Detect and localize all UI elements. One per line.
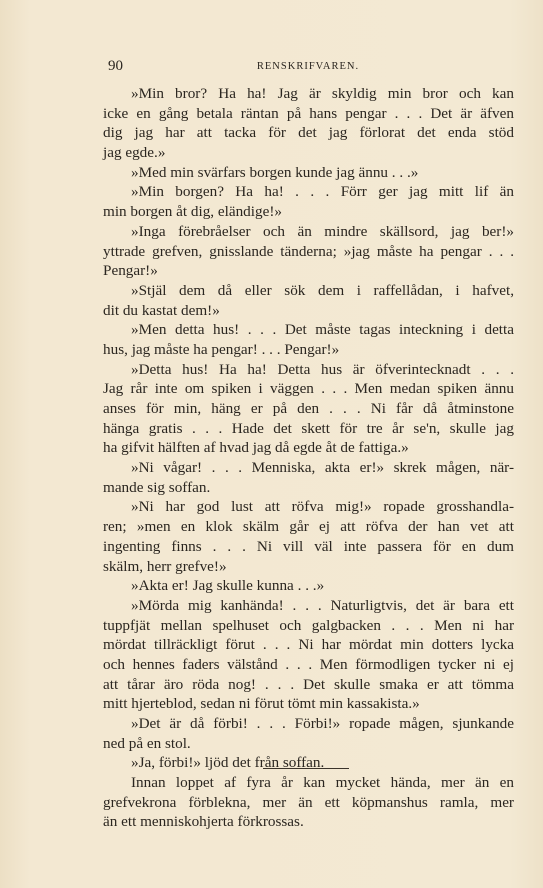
text-line: »Det är då förbi! . . . Förbi!» ropade mågen, sjunkande xyxy=(131,715,514,732)
running-title: RENSKRIFVAREN. xyxy=(256,61,360,72)
text-line: »Inga förebråelser och än mindre skällsord, jag ber!» xyxy=(131,222,514,240)
text-line: skälm, herr grefve!» xyxy=(103,557,227,575)
text-line: icke en gång betala räntan på hans pengar . . . Det är äfven xyxy=(103,104,514,122)
text-line: »Ni vågar! . . . Menniska, akta er!» skrek mågen, när- xyxy=(131,459,514,477)
text-line: jag egde.» xyxy=(103,144,166,162)
text-line: mande sig soffan. xyxy=(103,478,211,496)
text-line: att tårar äro röda nog! . . . Det skulle smaka er att tömma xyxy=(103,675,514,693)
text-line: och hennes faders välstånd . . . Men förmodligen tycker ni ej xyxy=(103,655,514,673)
text-line: »Detta hus! Ha ha! Detta hus är öfverintecknadt . . . xyxy=(131,360,514,378)
page-header xyxy=(108,58,508,78)
text-line: »Min borgen? Ha ha! . . . Förr ger jag mitt lif än xyxy=(131,183,514,201)
text-line: dig jag har att tacka för det jag förlorat det enda stöd xyxy=(103,124,514,142)
section-end-rule xyxy=(263,768,349,769)
text-line: tuppfjät mellan spelhuset och galgbacken . . . Men ni har xyxy=(103,616,514,634)
text-line: grefvekrona förblekna, mer än ett köpmanshus ramla, mer xyxy=(103,793,514,811)
text-line: »Stjäl dem då eller sök dem i raffellådan, i hafvet, xyxy=(131,281,514,299)
text-line: »Akta er! Jag skulle kunna . . .» xyxy=(131,577,325,595)
text-line: »Ni har god lust att röfva mig!» ropade grosshandla- xyxy=(131,498,514,516)
text-line: »Ja, förbi!» ljöd det från soffan. xyxy=(131,754,325,772)
text-line: »Men detta hus! . . . Det måste tagas inteckning i detta xyxy=(131,321,514,339)
text-line: Pengar!» xyxy=(103,262,158,280)
text-line: Jag rår inte om spiken i väggen . . . Men medan spiken ännu xyxy=(103,380,514,398)
text-line: hänga gratis . . . Hade det skett för tre år se'n, skulle jag xyxy=(103,419,514,437)
text-line: dit du kastat dem!» xyxy=(103,301,220,319)
text-line: »Min bror? Ha ha! Jag är skyldig min bror och kan xyxy=(131,85,514,102)
text-line: ned på en stol. xyxy=(103,734,191,752)
text-line: ingenting finns . . . Ni vill väl inte passera för en dum xyxy=(103,537,514,555)
text-line: Innan loppet af fyra år kan mycket hända, mer än en xyxy=(131,774,514,792)
text-line: hus, jag måste ha pengar! . . . Pengar!» xyxy=(103,340,340,358)
text-line: min borgen åt dig, eländige!» xyxy=(103,203,282,221)
text-line: mördat tillräckligt förut . . . Ni har mördat min dotters lycka xyxy=(103,636,514,654)
text-line: mitt hjerteblod, sedan ni förut tömt min kassakista.» xyxy=(103,695,420,713)
text-line: »Med min svärfars borgen kunde jag ännu . . .» xyxy=(131,163,419,181)
page-number: 90 xyxy=(108,58,123,74)
text-line: ren; »men en klok skälm går ej att röfva der han vet att xyxy=(103,518,514,536)
text-line: ha gifvit hälften af hvad jag då egde åt de fattiga.» xyxy=(103,439,409,457)
body-text xyxy=(103,84,514,832)
text-line: »Mörda mig kanhända! . . . Naturligtvis, det är bara ett xyxy=(131,596,514,614)
text-line: yttrade grefven, gnisslande tänderna; »jag måste ha pengar . . . xyxy=(103,242,514,260)
text-line: än ett menniskohjerta förkrossas. xyxy=(103,813,304,831)
text-line: anses för min, häng er på den . . . Ni får då åtminstone xyxy=(103,400,514,417)
